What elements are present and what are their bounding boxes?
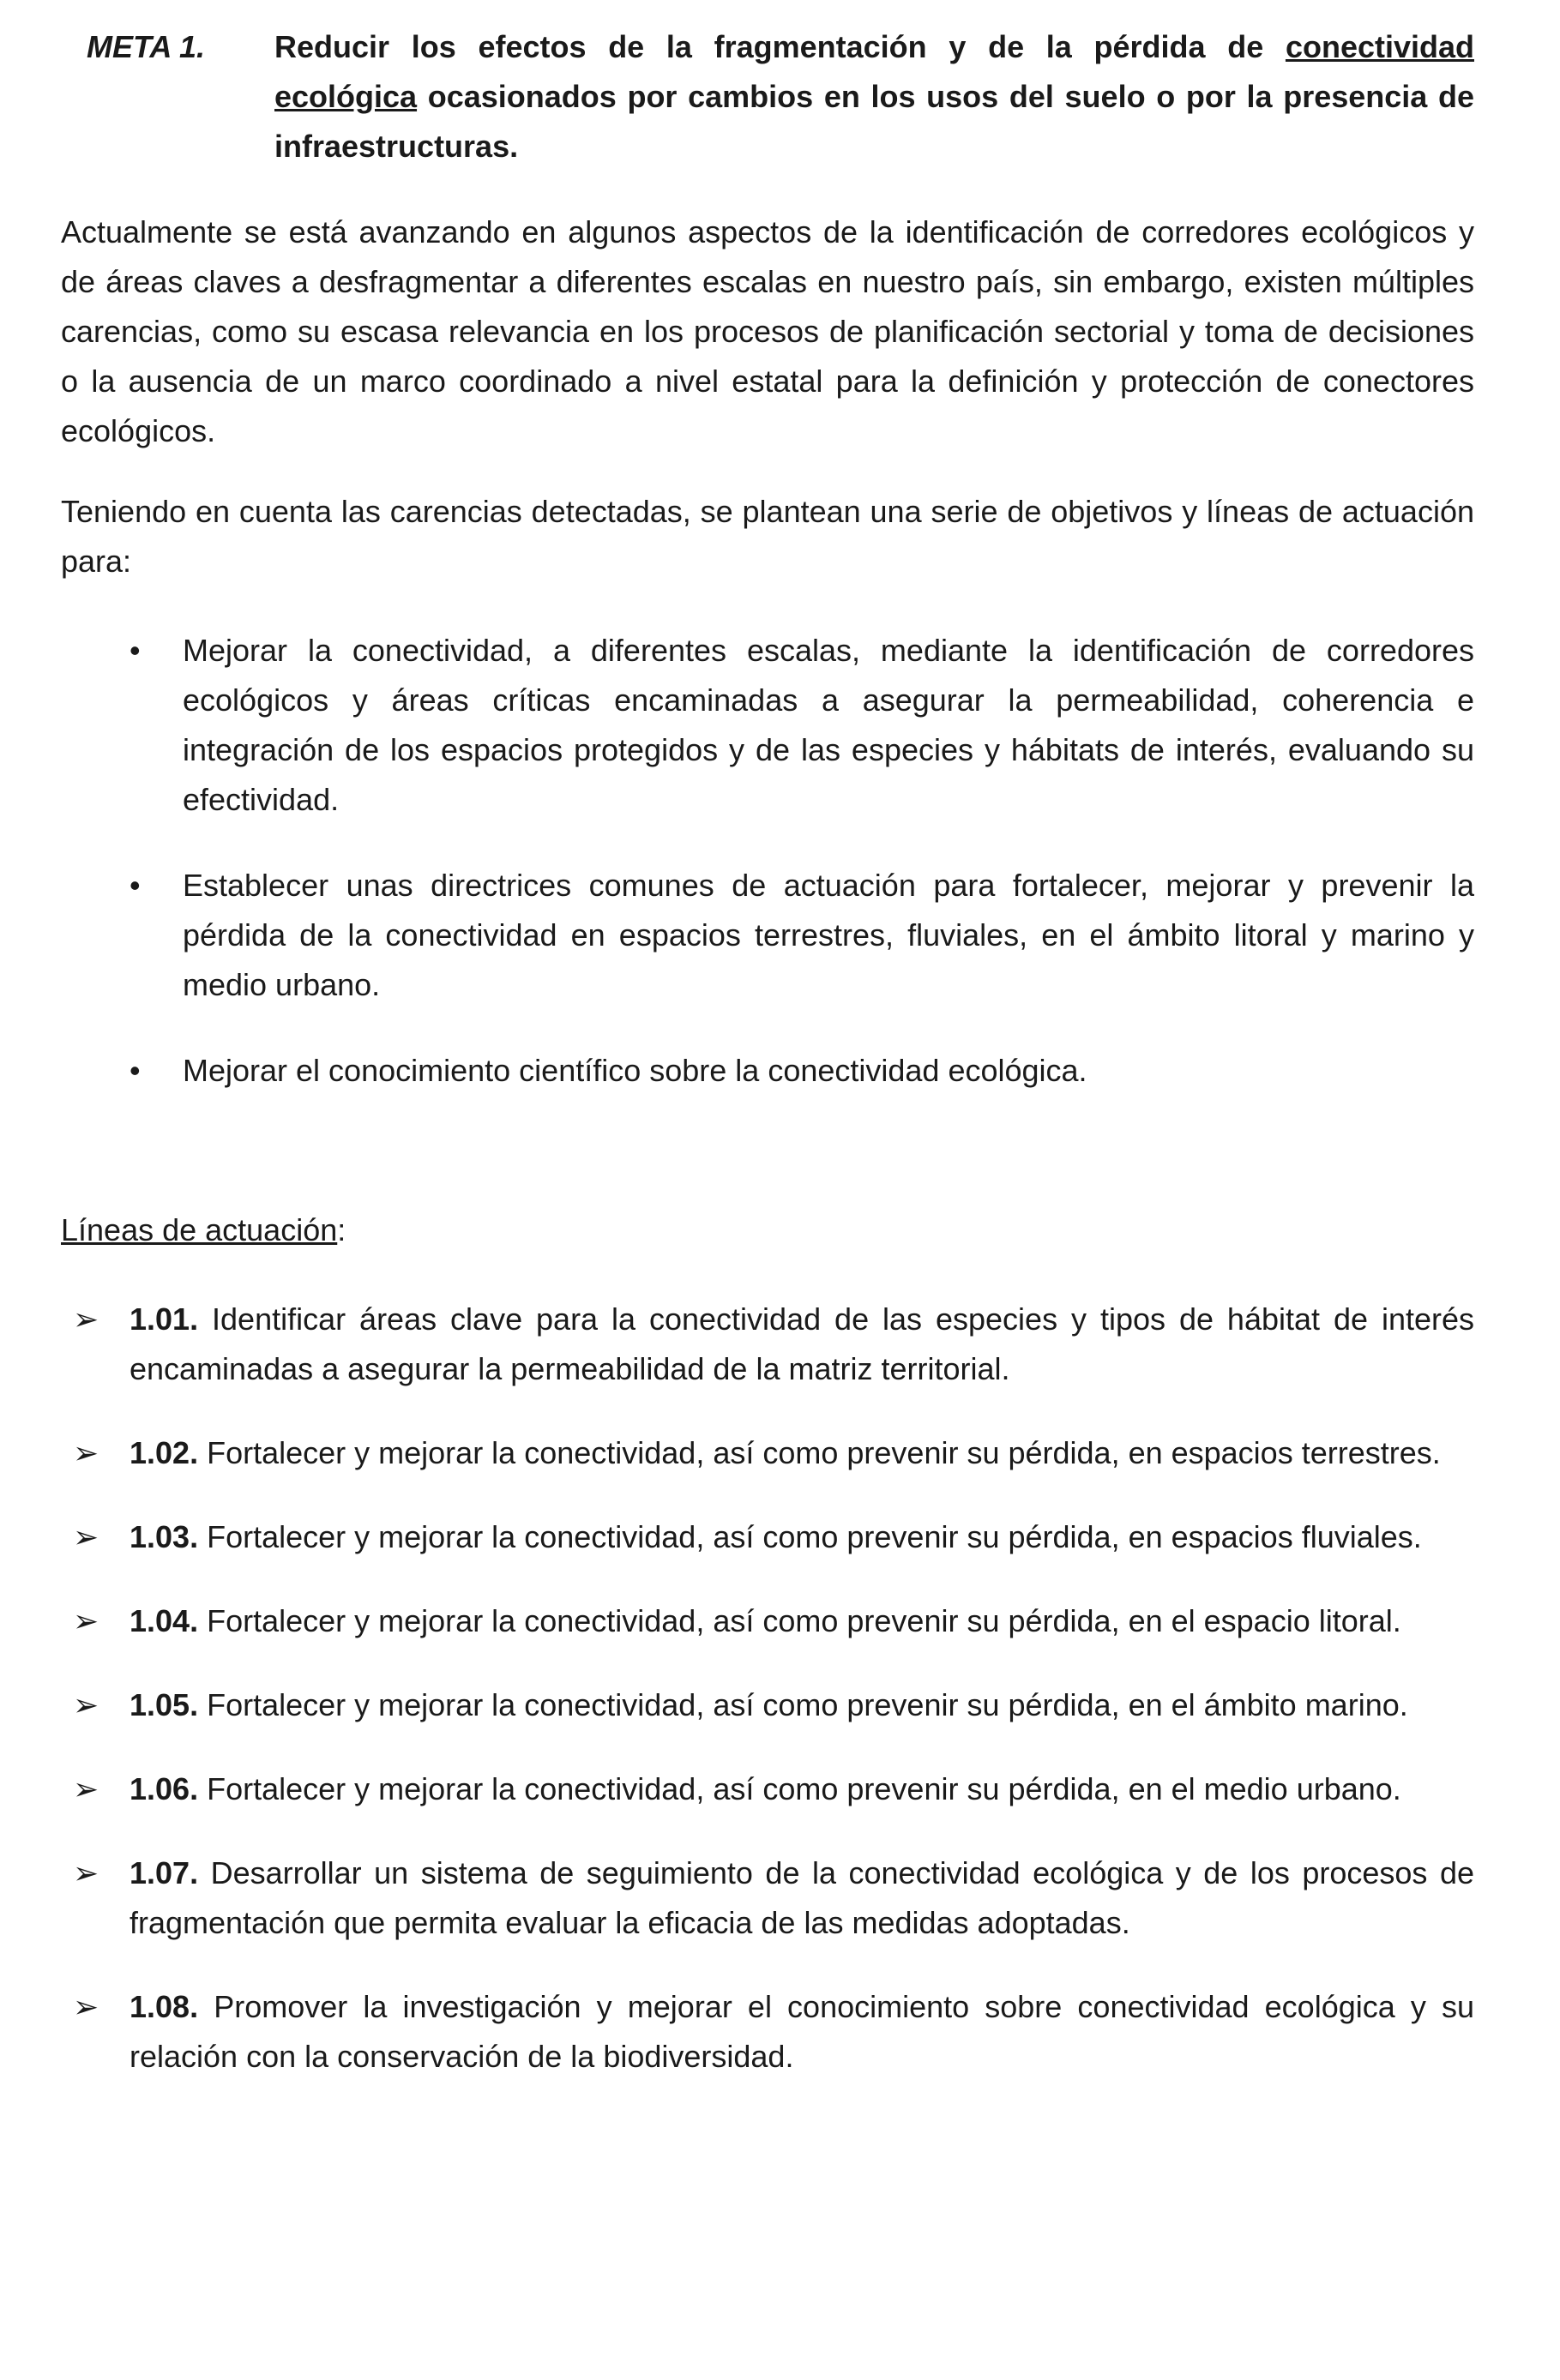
item-number: 1.04.	[129, 1603, 199, 1638]
list-item	[61, 626, 1474, 825]
arrow-bullet-icon: ➢	[73, 1301, 99, 1337]
bullet-text: Mejorar la conectividad, a diferentes escalas, mediante la identificación de corredores ecológicos y áreas críticas encaminadas a asegurar la permeabilidad, coherencia e integración de los espacios protegidos y de las especies y hábitats de interés, evaluando su efectividad.	[183, 633, 1474, 817]
list-item	[61, 1428, 1474, 1478]
item-text: Fortalecer y mejorar la conectividad, así como prevenir su pérdida, en espacios terrestres.	[207, 1435, 1441, 1470]
meta-title	[274, 22, 1474, 171]
item-content	[129, 1295, 1474, 1394]
item-text: Fortalecer y mejorar la conectividad, así como prevenir su pérdida, en el espacio litoral.	[207, 1603, 1401, 1638]
objectives-list	[61, 626, 1474, 1096]
item-number: 1.02.	[129, 1435, 199, 1470]
list-item	[61, 861, 1474, 1010]
meta-title-pre: Reducir los efectos de la fragmentación y de la pérdida de	[274, 29, 1286, 64]
paragraph-actualmente: Actualmente se está avanzando en algunos aspectos de la identificación de corredores ecológicos y de áreas claves a desfragmentar a diferentes escalas en nuestro país, sin embargo, existen múltiples carencias, como su escasa relevancia en los procesos de planificación sectorial y toma de decisiones o la ausencia de un marco coordinado a nivel estatal para la definición y protección de conectores ecológicos.	[61, 214, 1474, 448]
list-item	[61, 1680, 1474, 1730]
meta-title-underlined: conectividad ecológica	[274, 29, 1474, 114]
item-text: Promover la investigación y mejorar el conocimiento sobre conectividad ecológica y su relación con la conservación de la biodiversidad.	[129, 1989, 1474, 2074]
list-item	[61, 1512, 1474, 1562]
list-item	[61, 1046, 1474, 1096]
item-number: 1.05.	[129, 1687, 199, 1722]
bullet-text: Establecer unas directrices comunes de actuación para fortalecer, mejorar y prevenir la pérdida de la conectividad en espacios terrestres, fluviales, en el ámbito litoral y marino y medio urbano.	[183, 868, 1474, 1002]
arrow-bullet-icon: ➢	[73, 1435, 99, 1470]
bullet-icon: •	[129, 868, 141, 903]
list-item	[61, 1295, 1474, 1394]
list-item	[61, 1982, 1474, 2082]
list-item	[61, 1764, 1474, 1814]
item-text: Fortalecer y mejorar la conectividad, así como prevenir su pérdida, en el ámbito marino.	[207, 1687, 1408, 1722]
lineas-list	[61, 1295, 1474, 2082]
item-number: 1.03.	[129, 1519, 199, 1554]
item-content	[129, 1680, 1474, 1730]
lineas-heading-text: Líneas de actuación	[61, 1212, 338, 1247]
item-content	[129, 1596, 1474, 1646]
arrow-bullet-icon: ➢	[73, 1855, 99, 1890]
item-content	[129, 1764, 1474, 1814]
lineas-heading	[61, 1205, 1474, 1255]
meta-heading	[87, 22, 1474, 171]
meta-label: META 1.	[87, 29, 206, 64]
arrow-bullet-icon: ➢	[73, 1603, 99, 1638]
item-text: Identificar áreas clave para la conectividad de las especies y tipos de hábitat de interés encaminadas a asegurar la permeabilidad de la matriz territorial.	[129, 1301, 1474, 1386]
item-content	[129, 1982, 1474, 2082]
item-text: Fortalecer y mejorar la conectividad, así como prevenir su pérdida, en el medio urbano.	[207, 1771, 1401, 1806]
arrow-bullet-icon: ➢	[73, 1771, 99, 1806]
item-content	[129, 1848, 1474, 1948]
arrow-bullet-icon: ➢	[73, 1687, 99, 1722]
lineas-heading-colon: :	[337, 1212, 346, 1247]
bullet-text: Mejorar el conocimiento científico sobre la conectividad ecológica.	[183, 1053, 1087, 1088]
item-content	[129, 1512, 1474, 1562]
item-content	[129, 1428, 1474, 1478]
item-text: Fortalecer y mejorar la conectividad, así como prevenir su pérdida, en espacios fluviales.	[207, 1519, 1422, 1554]
bullet-icon: •	[129, 1053, 141, 1088]
item-number: 1.06.	[129, 1771, 199, 1806]
item-number: 1.07.	[129, 1855, 199, 1890]
list-item	[61, 1596, 1474, 1646]
meta-title-post: ocasionados por cambios en los usos del suelo o por la presencia de infraestructuras.	[274, 79, 1474, 164]
bullet-icon: •	[129, 633, 141, 668]
list-item	[61, 1848, 1474, 1948]
arrow-bullet-icon: ➢	[73, 1989, 99, 2024]
item-number: 1.01.	[129, 1301, 199, 1337]
arrow-bullet-icon: ➢	[73, 1519, 99, 1554]
paragraph-teniendo: Teniendo en cuenta las carencias detectadas, se plantean una serie de objetivos y líneas de actuación para:	[61, 494, 1474, 579]
item-number: 1.08.	[129, 1989, 199, 2024]
item-text: Desarrollar un sistema de seguimiento de la conectividad ecológica y de los procesos de fragmentación que permita evaluar la eficacia de las medidas adoptadas.	[129, 1855, 1474, 1940]
